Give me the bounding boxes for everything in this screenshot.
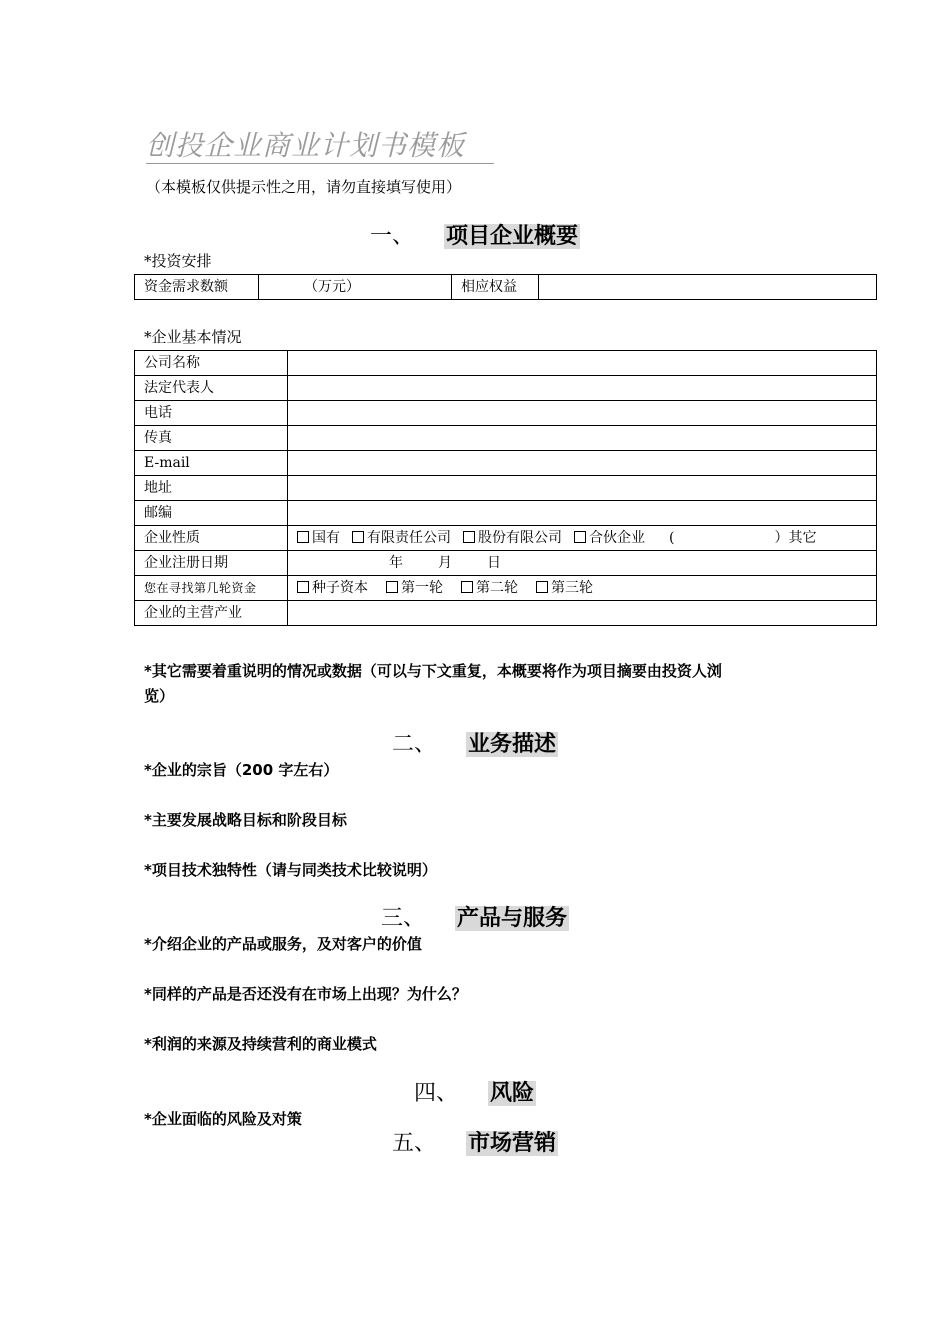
round-option-first[interactable]: 第一轮 (386, 576, 443, 600)
phone-cell[interactable] (288, 401, 877, 426)
section-number: 四、 (413, 1081, 458, 1106)
reg-year: 年 (389, 555, 403, 571)
section-heading-5 (0, 1129, 950, 1159)
legal-rep-label: 法定代表人 (135, 376, 288, 401)
table-row (135, 376, 877, 401)
industry-label: 企业的主营产业 (135, 601, 288, 626)
section-title: 产品与服务 (457, 906, 568, 931)
phone-label: 电话 (135, 401, 288, 426)
email-label: E-mail (135, 451, 288, 476)
round-option-third[interactable]: 第三轮 (536, 576, 593, 600)
round-option-second[interactable]: 第二轮 (461, 576, 518, 600)
reg-date-label: 企业注册日期 (135, 551, 288, 576)
checkbox-icon[interactable] (461, 581, 473, 593)
table-row (135, 601, 877, 626)
section-heading-1 (0, 222, 950, 252)
section-number: 五、 (391, 1131, 436, 1156)
section-heading-2 (0, 730, 950, 760)
section-heading-3 (0, 904, 950, 934)
table-row (135, 401, 877, 426)
round-options (288, 576, 877, 601)
nature-label: 企业性质 (135, 526, 288, 551)
email-cell[interactable] (288, 451, 877, 476)
nature-other-label[interactable]: ）其它 (774, 530, 817, 546)
other-notes-line1: *其它需要着重说明的情况或数据（可以与下文重复，本概要将作为项目摘要由投资人浏 (144, 662, 722, 680)
nature-options (288, 526, 877, 551)
document-title: 创投企业商业计划书模板 (146, 130, 494, 164)
investment-table (134, 274, 877, 300)
address-cell[interactable] (288, 476, 877, 501)
nature-option-state[interactable]: 国有 (297, 526, 340, 550)
table-row (135, 476, 877, 501)
table-row (135, 576, 877, 601)
table-row (135, 551, 877, 576)
checkbox-icon[interactable] (297, 531, 309, 543)
industry-cell[interactable] (288, 601, 877, 626)
nature-option-partnership[interactable]: 合伙企业 (574, 526, 645, 550)
round-option-seed[interactable]: 种子资本 (297, 576, 368, 600)
reg-month: 月 (438, 555, 452, 571)
section-heading-4 (0, 1079, 950, 1109)
fax-cell[interactable] (288, 426, 877, 451)
note-risk: *企业面临的风险及对策 (144, 1110, 302, 1128)
section-title: 风险 (490, 1081, 535, 1106)
equity-label: 相应权益 (452, 275, 539, 300)
table-row (135, 451, 877, 476)
checkbox-icon[interactable] (574, 531, 586, 543)
document-subtitle: （本模板仅供提示性之用，请勿直接填写使用） (146, 178, 462, 196)
nature-option-llc[interactable]: 有限责任公司 (352, 526, 451, 550)
funding-amount-cell[interactable]: （万元） (259, 275, 452, 300)
section-title: 业务描述 (468, 732, 557, 757)
reg-day: 日 (487, 555, 501, 571)
checkbox-icon[interactable] (463, 531, 475, 543)
section-number: 二、 (391, 732, 436, 757)
checkbox-icon[interactable] (297, 581, 309, 593)
section-number: 一、 (369, 224, 414, 249)
note-market-exist: *同样的产品是否还没有在市场上出现？为什么？ (144, 985, 467, 1003)
legal-rep-cell[interactable] (288, 376, 877, 401)
funding-amount-label: 资金需求数额 (135, 275, 259, 300)
nature-option-joint-stock[interactable]: 股份有限公司 (463, 526, 562, 550)
checkbox-icon[interactable] (536, 581, 548, 593)
table-row (135, 526, 877, 551)
company-info-table (134, 350, 877, 626)
address-label: 地址 (135, 476, 288, 501)
reg-date-cell[interactable] (288, 551, 877, 576)
section-number: 三、 (380, 906, 425, 931)
checkbox-icon[interactable] (352, 531, 364, 543)
note-strategy: *主要发展战略目标和阶段目标 (144, 811, 347, 829)
fax-label: 传真 (135, 426, 288, 451)
note-product: *介绍企业的产品或服务，及对客户的价值 (144, 935, 422, 953)
note-tech: *项目技术独特性（请与同类技术比较说明） (144, 861, 437, 879)
note-purpose: *企业的宗旨（200 字左右） (144, 761, 339, 779)
company-name-label: 公司名称 (135, 351, 288, 376)
company-name-cell[interactable] (288, 351, 877, 376)
table-row (135, 426, 877, 451)
section-title: 市场营销 (468, 1131, 557, 1156)
table-row (135, 501, 877, 526)
company-info-label: *企业基本情况 (144, 328, 242, 346)
equity-cell[interactable] (539, 275, 877, 300)
round-label: 您在寻找第几轮资金 (135, 576, 288, 601)
other-notes-line2: 览） (144, 687, 175, 705)
postcode-cell[interactable] (288, 501, 877, 526)
investment-label: *投资安排 (144, 252, 212, 270)
checkbox-icon[interactable] (386, 581, 398, 593)
section-title: 项目企业概要 (446, 224, 579, 249)
postcode-label: 邮编 (135, 501, 288, 526)
nature-other-open: ( (669, 530, 675, 546)
note-profit: *利润的来源及持续营利的商业模式 (144, 1035, 377, 1053)
table-row (135, 351, 877, 376)
